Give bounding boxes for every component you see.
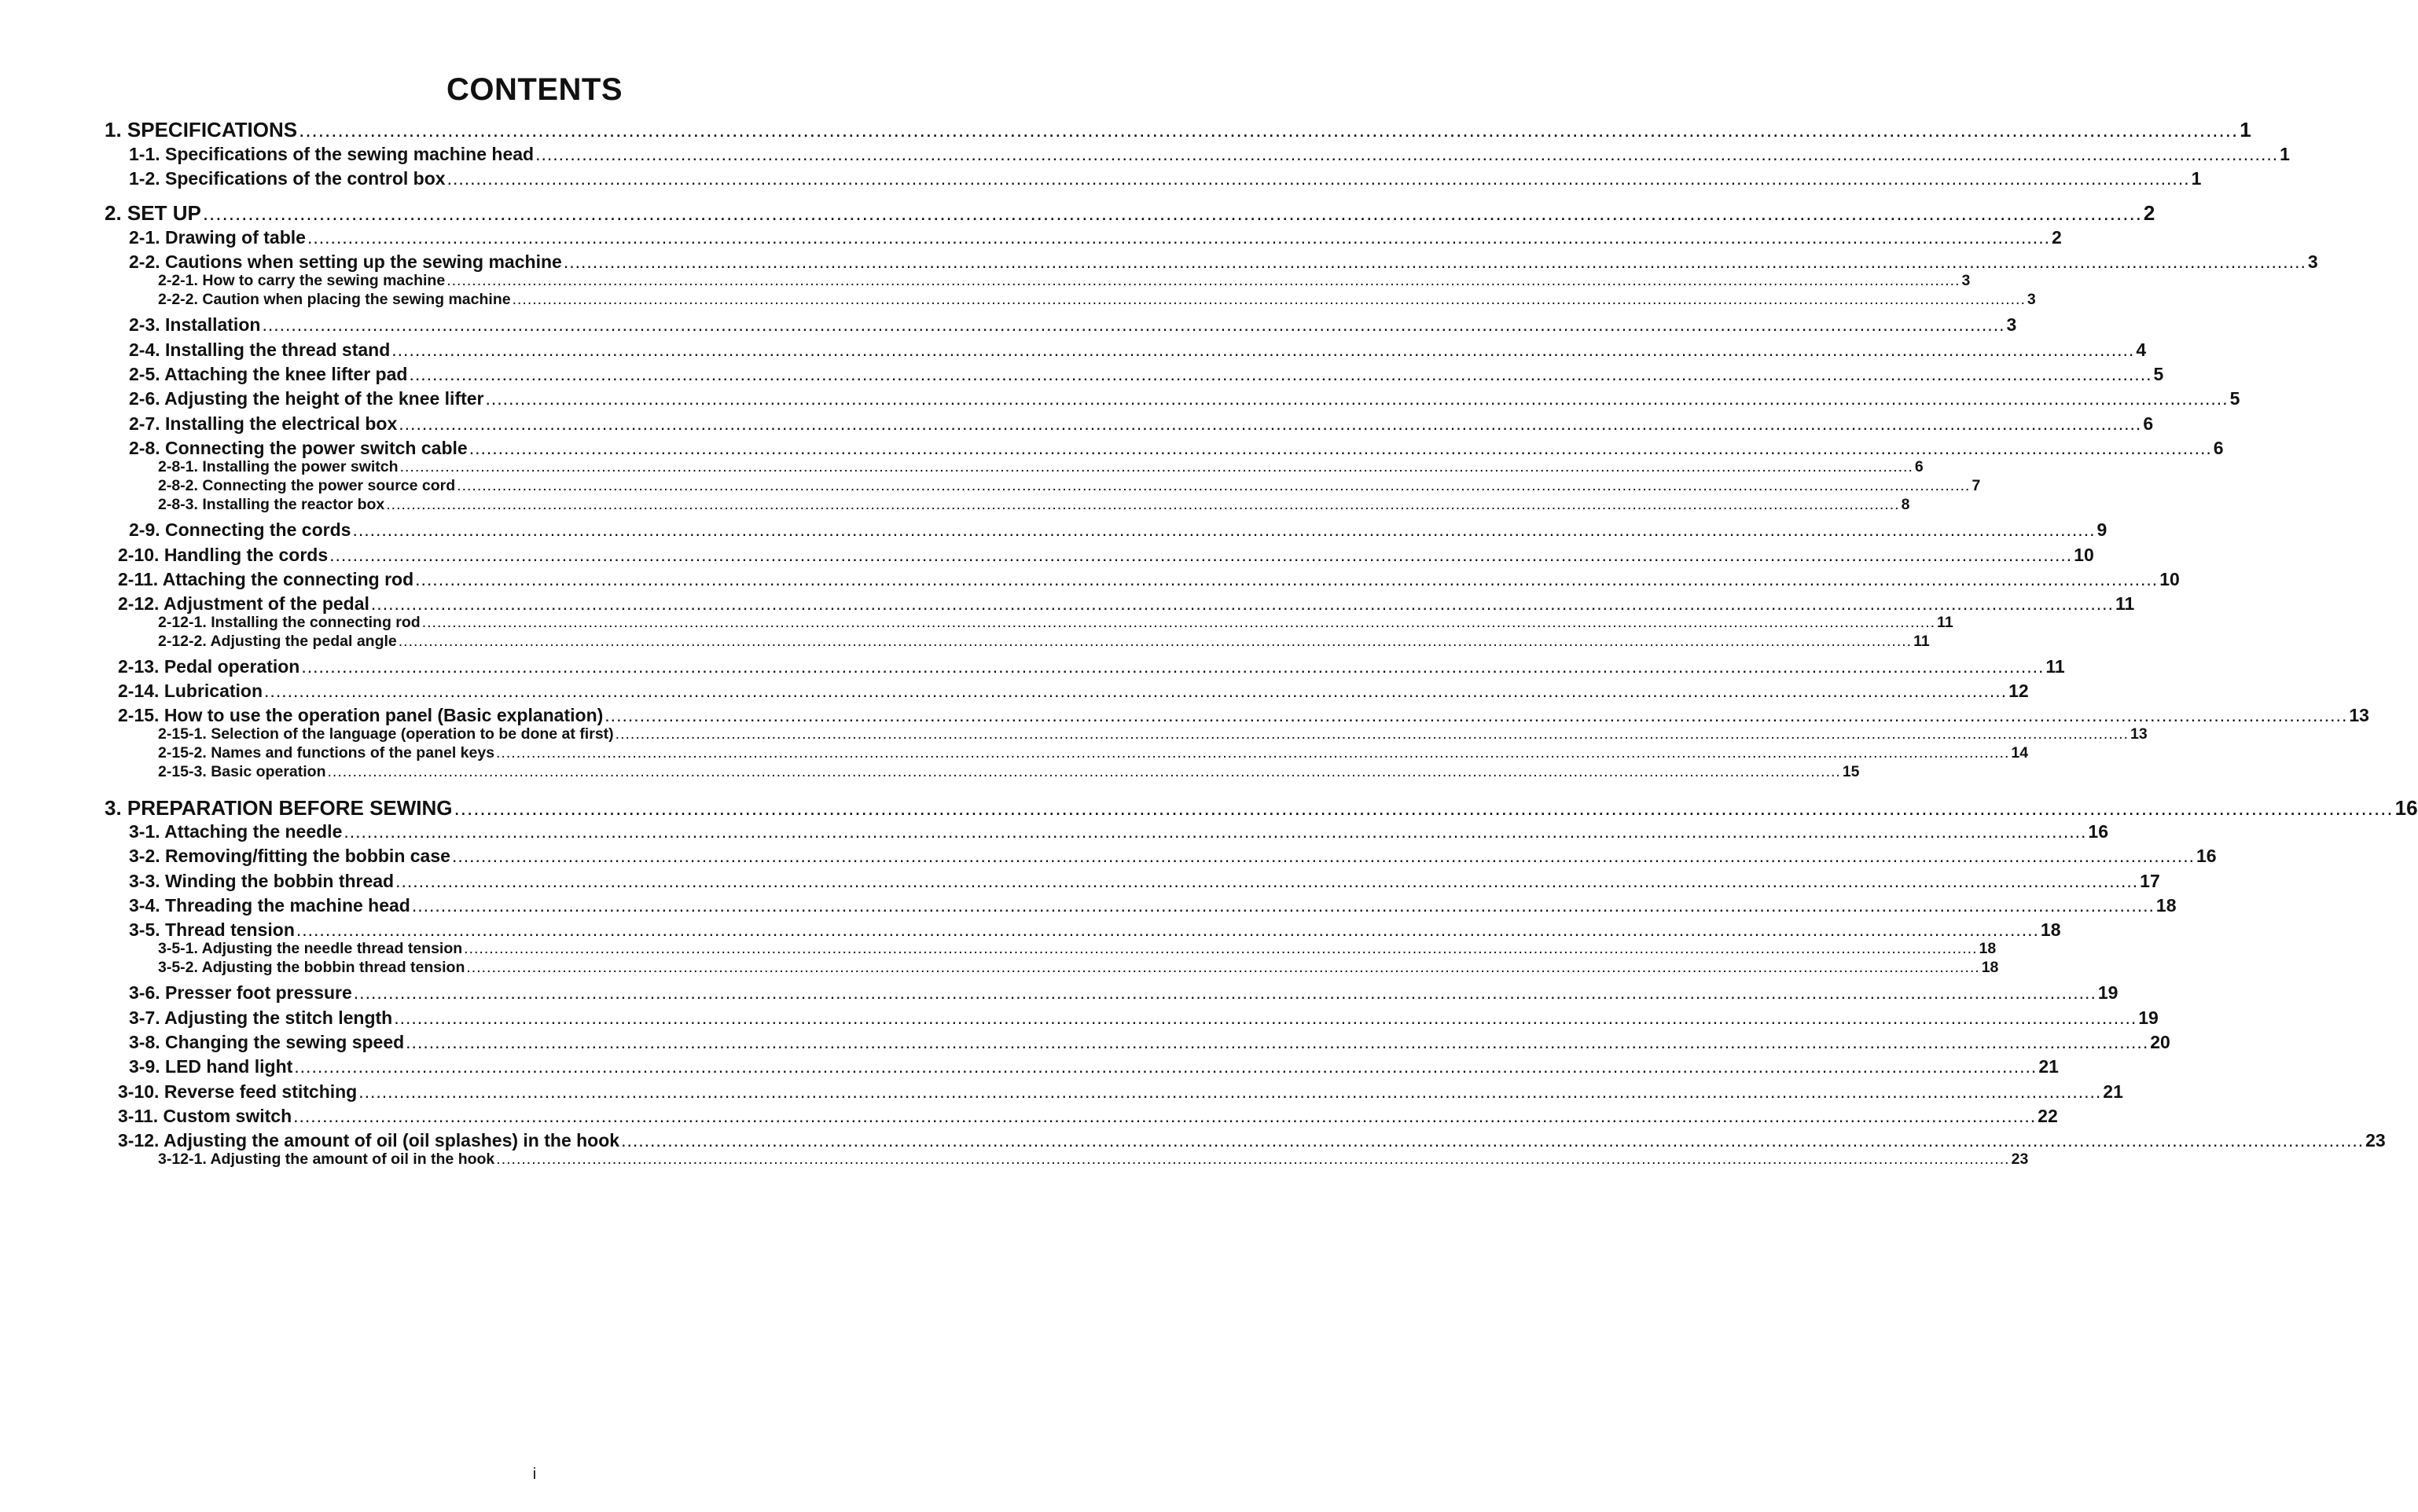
dot-leader: ............................................................................................................................................................................................................................................................................................................ bbox=[615, 725, 2129, 743]
dot-leader: ............................................................................................................................................................................................................................................................................................................ bbox=[535, 144, 2279, 164]
dot-leader: ............................................................................................................................................................................................................................................................................................................ bbox=[411, 895, 2155, 916]
toc-entry-page: 6 bbox=[2143, 413, 2154, 434]
toc-entry-label: 2-7. Installing the electrical box bbox=[129, 413, 398, 434]
toc-entry[interactable] bbox=[158, 1151, 2029, 1169]
toc-entry-page: 16 bbox=[2196, 846, 2217, 866]
toc-entry-label: 2-11. Attaching the connecting rod bbox=[118, 569, 414, 589]
dot-leader: ............................................................................................................................................................................................................................................................................................................ bbox=[399, 413, 2142, 434]
toc-entry-label: 3-1. Attaching the needle bbox=[129, 821, 343, 842]
toc-entry[interactable] bbox=[129, 227, 2062, 248]
toc-entry-label: 2-8-1. Installing the power switch bbox=[158, 458, 399, 475]
toc-entry-label: 1-1. Specifications of the sewing machine head bbox=[129, 144, 535, 164]
dot-leader: ............................................................................................................................................................................................................................................................................................................ bbox=[293, 1106, 2037, 1126]
dot-leader: ............................................................................................................................................................................................................................................................................................................ bbox=[327, 763, 1841, 780]
dot-leader: ............................................................................................................................................................................................................................................................................................................ bbox=[353, 982, 2096, 1003]
toc-entry-label: 3-12. Adjusting the amount of oil (oil splashes) in the hook bbox=[118, 1130, 620, 1151]
dot-leader: ............................................................................................................................................................................................................................................................................................................ bbox=[512, 291, 2026, 308]
dot-leader: ............................................................................................................................................................................................................................................................................................................ bbox=[469, 438, 2212, 458]
toc-entry-page: 1 bbox=[2240, 118, 2251, 141]
toc-entry-label: 3-5. Thread tension bbox=[129, 919, 295, 940]
toc-entry-page: 18 bbox=[1981, 959, 1999, 976]
toc-entry[interactable] bbox=[105, 796, 2418, 820]
toc-entry[interactable] bbox=[158, 477, 1981, 495]
toc-entry[interactable] bbox=[118, 705, 2369, 726]
toc-entry-label: 3-11. Custom switch bbox=[118, 1106, 292, 1126]
toc-entry[interactable] bbox=[158, 725, 2148, 743]
toc-entry-page: 9 bbox=[2096, 519, 2107, 540]
toc-entry-label: 1. SPECIFICATIONS bbox=[105, 118, 298, 141]
toc-entry-page: 2 bbox=[2051, 227, 2062, 248]
toc-entry[interactable] bbox=[158, 940, 1997, 958]
toc-entry-page: 10 bbox=[2074, 545, 2094, 565]
toc-entry-page: 3 bbox=[2027, 291, 2036, 308]
dot-leader: ............................................................................................................................................................................................................................................................................................................ bbox=[454, 796, 2394, 820]
toc-entry-page: 18 bbox=[2040, 919, 2061, 940]
toc-entry[interactable] bbox=[158, 633, 1930, 651]
toc-entry[interactable] bbox=[129, 846, 2217, 867]
toc-entry-label: 2-10. Handling the cords bbox=[118, 545, 329, 565]
toc-entry[interactable] bbox=[118, 545, 2094, 566]
toc-entry-page: 5 bbox=[2229, 388, 2240, 409]
toc-entry-label: 2-12-1. Installing the connecting rod bbox=[158, 614, 421, 631]
dot-leader: ............................................................................................................................................................................................................................................................................................................ bbox=[464, 940, 1978, 957]
toc-entry[interactable] bbox=[105, 201, 2155, 226]
dot-leader: ............................................................................................................................................................................................................................................................................................................ bbox=[358, 1081, 2102, 1102]
toc-entry[interactable] bbox=[118, 569, 2180, 590]
toc-entry-page: 3 bbox=[2006, 314, 2017, 335]
toc-entry-page: 14 bbox=[2011, 744, 2029, 762]
toc-entry-page: 16 bbox=[2394, 796, 2418, 820]
dot-leader: ............................................................................................................................................................................................................................................................................................................ bbox=[415, 569, 2159, 589]
toc-entry-page: 11 bbox=[2115, 593, 2135, 614]
toc-entry-page: 6 bbox=[2213, 438, 2224, 458]
dot-leader: ............................................................................................................................................................................................................................................................................................................ bbox=[394, 1007, 2137, 1028]
toc-entry-page: 12 bbox=[2008, 681, 2029, 701]
page-title: CONTENTS bbox=[446, 72, 623, 107]
toc-entry-page: 7 bbox=[1972, 477, 1981, 494]
dot-leader: ............................................................................................................................................................................................................................................................................................................ bbox=[451, 846, 2195, 866]
toc-entry[interactable] bbox=[158, 458, 1924, 476]
toc-entry-label: 2-15-2. Names and functions of the panel keys bbox=[158, 744, 495, 762]
toc-entry-label: 2-6. Adjusting the height of the knee lifter bbox=[129, 388, 484, 409]
toc-entry-label: 1-2. Specifications of the control box bbox=[129, 168, 446, 189]
toc-entry-label: 2-15-1. Selection of the language (operation to be done at first) bbox=[158, 725, 614, 743]
toc-entry[interactable] bbox=[158, 272, 1971, 290]
toc-entry-label: 2-12. Adjustment of the pedal bbox=[118, 593, 369, 614]
toc-entry-page: 22 bbox=[2038, 1106, 2058, 1126]
dot-leader: ............................................................................................................................................................................................................................................................................................................ bbox=[621, 1130, 2365, 1151]
toc-entry-page: 19 bbox=[2138, 1007, 2159, 1028]
toc-entry-label: 2-2-2. Caution when placing the sewing machine bbox=[158, 291, 511, 308]
dot-leader: ............................................................................................................................................................................................................................................................................................................ bbox=[296, 919, 2039, 940]
dot-leader: ............................................................................................................................................................................................................................................................................................................ bbox=[370, 593, 2114, 614]
toc-entry-label: 3-12-1. Adjusting the amount of oil in the hook bbox=[158, 1151, 495, 1168]
toc-entry[interactable] bbox=[129, 364, 2164, 385]
toc-entry-label: 2-15-3. Basic operation bbox=[158, 763, 326, 780]
dot-leader: ............................................................................................................................................................................................................................................................................................................ bbox=[457, 477, 1971, 494]
toc-entry[interactable] bbox=[158, 744, 2029, 762]
toc-entry[interactable] bbox=[129, 895, 2177, 916]
toc-entry[interactable] bbox=[158, 959, 1999, 977]
toc-entry[interactable] bbox=[129, 871, 2160, 892]
toc-entry-label: 3-3. Winding the bobbin thread bbox=[129, 871, 395, 891]
toc-entry-label: 3-5-1. Adjusting the needle thread tension bbox=[158, 940, 463, 957]
toc-entry-page: 20 bbox=[2150, 1032, 2170, 1052]
toc-entry-page: 15 bbox=[1842, 763, 1860, 780]
toc-entry-label: 2. SET UP bbox=[105, 201, 201, 225]
toc-entry-label: 2-3. Installation bbox=[129, 314, 261, 335]
toc-entry-page: 23 bbox=[2011, 1151, 2029, 1168]
toc-entry[interactable] bbox=[129, 314, 2017, 336]
dot-leader: ............................................................................................................................................................................................................................................................................................................ bbox=[294, 1056, 2038, 1077]
dot-leader: ............................................................................................................................................................................................................................................................................................................ bbox=[301, 656, 2045, 677]
toc-entry-label: 2-8-3. Installing the reactor box bbox=[158, 496, 385, 513]
toc-entry[interactable] bbox=[129, 168, 2202, 189]
toc-entry-page: 8 bbox=[1901, 496, 1910, 513]
toc-entry-label: 2-2-1. How to carry the sewing machine bbox=[158, 272, 446, 289]
toc-entry[interactable] bbox=[158, 291, 2036, 309]
toc-entry[interactable] bbox=[129, 919, 2061, 941]
dot-leader: ............................................................................................................................................................................................................................................................................................................ bbox=[406, 1032, 2149, 1052]
toc-entry-page: 16 bbox=[2088, 821, 2109, 842]
toc-entry-page: 1 bbox=[2280, 144, 2290, 164]
toc-entry-page: 3 bbox=[2307, 251, 2318, 272]
dot-leader: ............................................................................................................................................................................................................................................................................................................ bbox=[496, 1151, 2010, 1168]
dot-leader: ............................................................................................................................................................................................................................................................................................................ bbox=[485, 388, 2229, 409]
dot-leader: ............................................................................................................................................................................................................................................................................................................ bbox=[563, 251, 2306, 272]
toc-entry-page: 13 bbox=[2130, 725, 2148, 743]
toc-entry-label: 3-8. Changing the sewing speed bbox=[129, 1032, 405, 1052]
toc-entry[interactable] bbox=[129, 821, 2109, 842]
dot-leader: ............................................................................................................................................................................................................................................................................................................ bbox=[262, 314, 2005, 335]
toc-entry-label: 3-4. Threading the machine head bbox=[129, 895, 410, 916]
toc-entry-page: 4 bbox=[2136, 339, 2147, 360]
toc-entry-label: 3-10. Reverse feed stitching bbox=[118, 1081, 358, 1102]
dot-leader: ............................................................................................................................................................................................................................................................................................................ bbox=[409, 364, 2152, 384]
toc-entry[interactable] bbox=[118, 1130, 2386, 1151]
toc-entry-label: 2-8-2. Connecting the power source cord bbox=[158, 477, 456, 494]
toc-entry[interactable] bbox=[158, 614, 1953, 632]
toc-entry-page: 18 bbox=[1979, 940, 1997, 957]
toc-entry[interactable] bbox=[129, 1032, 2170, 1053]
toc-entry-page: 1 bbox=[2191, 168, 2202, 189]
toc-entry-label: 3-6. Presser foot pressure bbox=[129, 982, 352, 1003]
toc-entry[interactable] bbox=[118, 1081, 2123, 1103]
dot-leader: ............................................................................................................................................................................................................................................................................................................ bbox=[466, 959, 1980, 976]
toc-entry[interactable] bbox=[129, 413, 2154, 435]
toc-entry-page: 3 bbox=[1961, 272, 1971, 289]
toc-entry-label: 2-4. Installing the thread stand bbox=[129, 339, 391, 360]
toc-entry-page: 6 bbox=[1914, 458, 1924, 475]
toc-entry-label: 2-12-2. Adjusting the pedal angle bbox=[158, 633, 397, 650]
toc-entry-page: 21 bbox=[2038, 1056, 2059, 1077]
dot-leader: ............................................................................................................................................................................................................................................................................................................ bbox=[399, 458, 1913, 475]
toc-entry-label: 3. PREPARATION BEFORE SEWING bbox=[105, 796, 453, 820]
toc-entry-label: 2-2. Cautions when setting up the sewing machine bbox=[129, 251, 562, 272]
toc-entry-page: 10 bbox=[2159, 569, 2180, 589]
toc-entry[interactable] bbox=[129, 144, 2290, 165]
toc-entry[interactable] bbox=[129, 519, 2107, 541]
toc-entry-page: 11 bbox=[1913, 633, 1930, 650]
toc-entry-label: 3-9. LED hand light bbox=[129, 1056, 293, 1077]
dot-leader: ............................................................................................................................................................................................................................................................................................................ bbox=[604, 705, 2348, 725]
toc-entry-page: 17 bbox=[2140, 871, 2160, 891]
dot-leader: ............................................................................................................................................................................................................................................................................................................ bbox=[202, 201, 2142, 225]
dot-leader: ............................................................................................................................................................................................................................................................................................................ bbox=[299, 118, 2239, 141]
toc-entry-page: 13 bbox=[2349, 705, 2369, 725]
toc-entry-label: 2-14. Lubrication bbox=[118, 681, 263, 701]
dot-leader: ............................................................................................................................................................................................................................................................................................................ bbox=[391, 339, 2135, 360]
dot-leader: ............................................................................................................................................................................................................................................................................................................ bbox=[395, 871, 2139, 891]
toc-entry-page: 11 bbox=[2045, 656, 2065, 677]
dot-leader: ............................................................................................................................................................................................................................................................................................................ bbox=[352, 519, 2096, 540]
toc-entry[interactable] bbox=[158, 496, 1910, 514]
dot-leader: ............................................................................................................................................................................................................................................................................................................ bbox=[398, 633, 1913, 650]
toc-entry-page: 23 bbox=[2365, 1130, 2386, 1151]
toc-entry-label: 2-15. How to use the operation panel (Basic explanation) bbox=[118, 705, 604, 725]
page-number: i bbox=[532, 1466, 537, 1483]
toc-entry[interactable] bbox=[129, 982, 2119, 1004]
dot-leader: ............................................................................................................................................................................................................................................................................................................ bbox=[264, 681, 2008, 701]
dot-leader: ............................................................................................................................................................................................................................................................................................................ bbox=[421, 614, 1936, 631]
toc-entry[interactable] bbox=[129, 438, 2224, 459]
toc-entry[interactable] bbox=[105, 118, 2251, 142]
dot-leader: ............................................................................................................................................................................................................................................................................................................ bbox=[496, 744, 2010, 762]
toc-entry[interactable] bbox=[129, 339, 2147, 361]
toc-entry-label: 2-9. Connecting the cords bbox=[129, 519, 351, 540]
toc-entry-page: 19 bbox=[2097, 982, 2119, 1003]
toc-entry-page: 21 bbox=[2103, 1081, 2123, 1102]
dot-leader: ............................................................................................................................................................................................................................................................................................................ bbox=[344, 821, 2087, 842]
dot-leader: ............................................................................................................................................................................................................................................................................................................ bbox=[386, 496, 1900, 513]
toc-entry-page: 18 bbox=[2155, 895, 2177, 916]
toc-entry-label: 2-1. Drawing of table bbox=[129, 227, 306, 248]
dot-leader: ............................................................................................................................................................................................................................................................................................................ bbox=[446, 168, 2190, 189]
toc-entry-label: 2-13. Pedal operation bbox=[118, 656, 300, 677]
toc-entry-label: 3-2. Removing/fitting the bobbin case bbox=[129, 846, 450, 866]
toc-entry-page: 11 bbox=[1937, 614, 1953, 631]
toc-entry-page: 2 bbox=[2143, 201, 2155, 225]
toc-entry-label: 2-8. Connecting the power switch cable bbox=[129, 438, 468, 458]
toc-entry[interactable] bbox=[118, 1106, 2058, 1127]
toc-entry-label: 3-7. Adjusting the stitch length bbox=[129, 1007, 393, 1028]
toc-entry[interactable] bbox=[129, 1007, 2159, 1029]
dot-leader: ............................................................................................................................................................................................................................................................................................................ bbox=[329, 545, 2073, 565]
toc-entry[interactable] bbox=[118, 681, 2029, 702]
toc-entry[interactable] bbox=[129, 1056, 2059, 1077]
dot-leader: ............................................................................................................................................................................................................................................................................................................ bbox=[307, 227, 2050, 248]
toc-entry[interactable] bbox=[118, 656, 2065, 677]
toc-entry[interactable] bbox=[129, 251, 2318, 273]
toc-entry-label: 2-5. Attaching the knee lifter pad bbox=[129, 364, 408, 384]
dot-leader: ............................................................................................................................................................................................................................................................................................................ bbox=[446, 272, 1960, 289]
toc-entry[interactable] bbox=[129, 388, 2240, 409]
toc-entry[interactable] bbox=[118, 593, 2135, 615]
toc-entry[interactable] bbox=[158, 763, 1860, 781]
toc-entry-page: 5 bbox=[2153, 364, 2164, 384]
toc-entry-label: 3-5-2. Adjusting the bobbin thread tension bbox=[158, 959, 465, 976]
